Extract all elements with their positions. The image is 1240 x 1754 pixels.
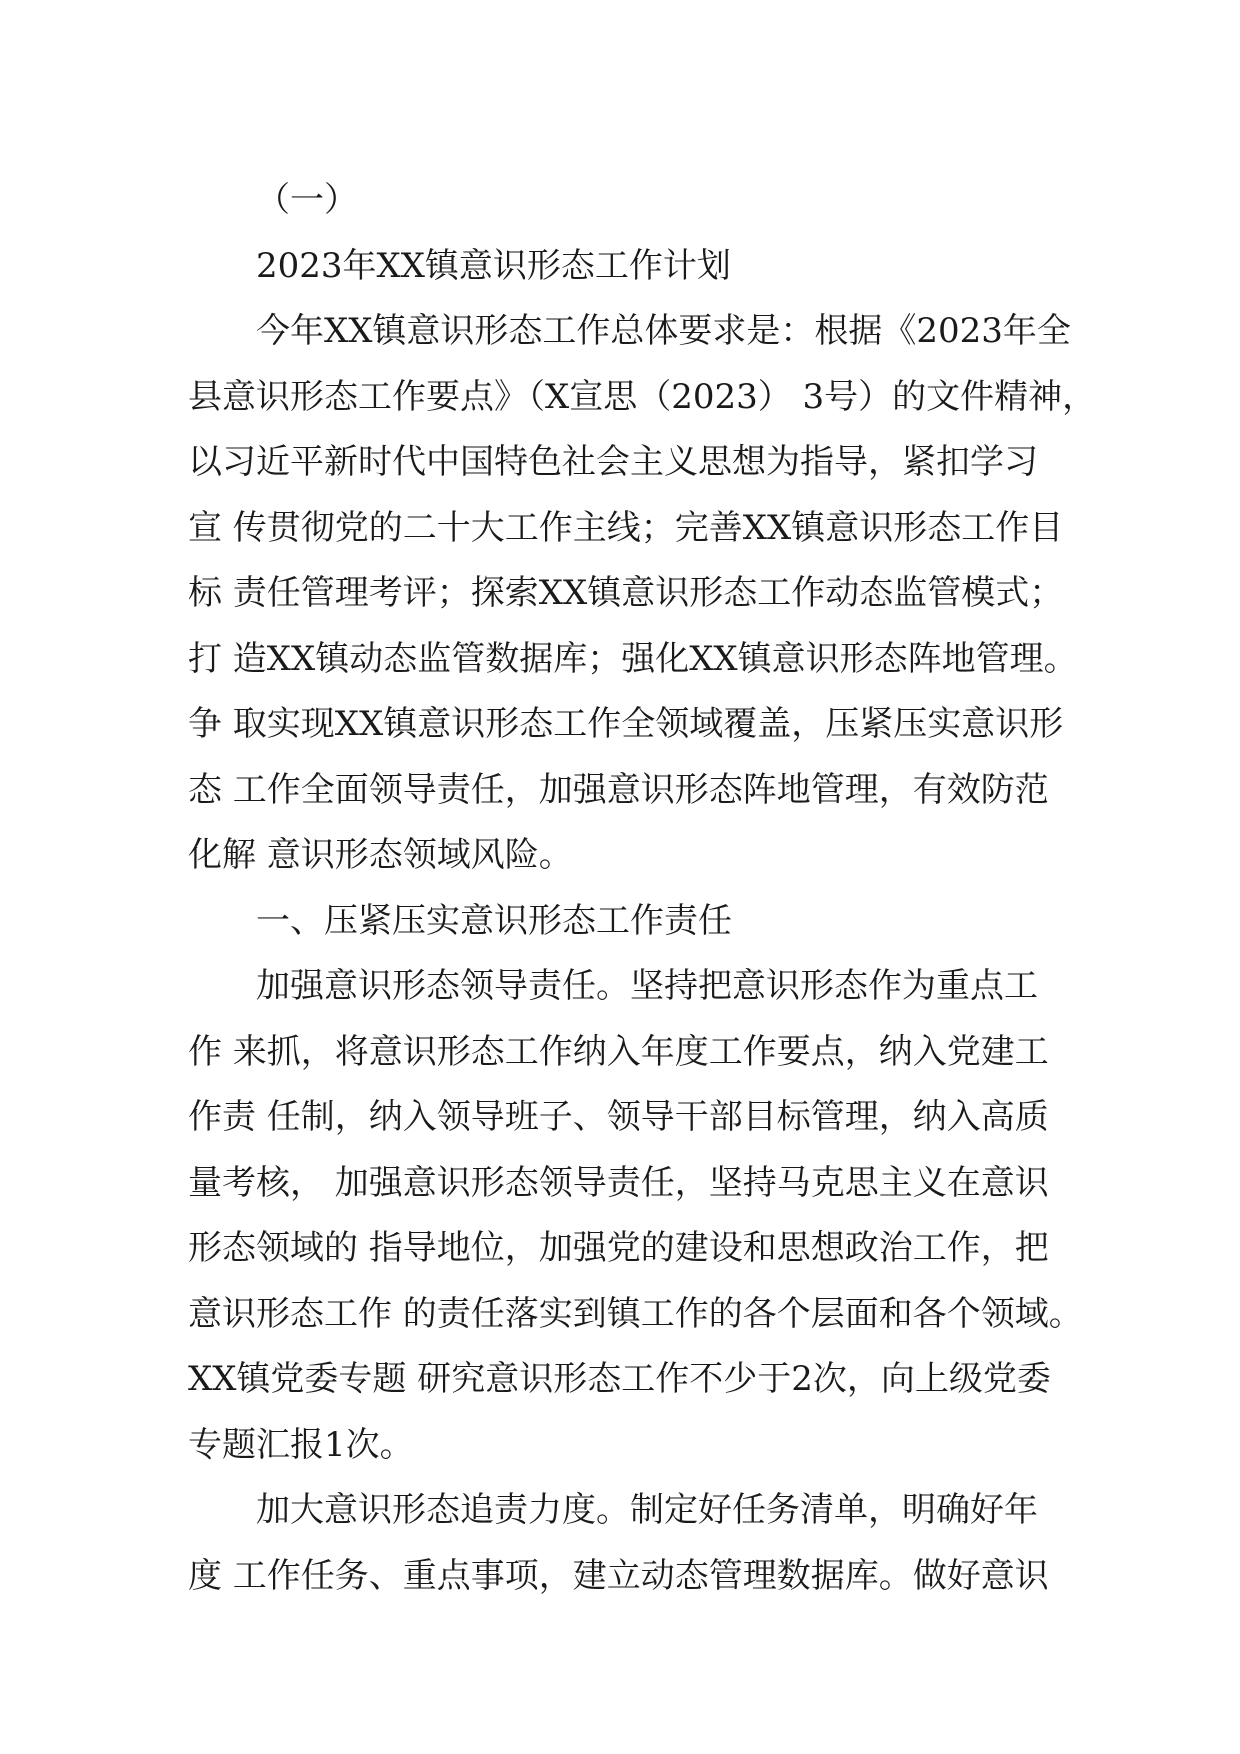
document-title: 2023年XX镇意识形态工作计划	[256, 245, 731, 286]
paragraph-line: 量考核， 加强意识形态领导责任，坚持马克思主义在意识	[188, 1162, 1049, 1203]
paragraph-line: 争 取实现XX镇意识形态工作全领域覆盖，压紧压实意识形	[188, 704, 1064, 744]
paragraph-line: 意识形态工作 的责任落实到镇工作的各个层面和各个领域。	[188, 1293, 1083, 1334]
paragraph-line: 以习近平新时代中国特色社会主义思想为指导，紧扣学习	[188, 442, 1038, 482]
paragraph-line: 化解 意识形态领域风险。	[188, 835, 573, 875]
document-body	[188, 168, 1097, 1609]
paragraph-intro	[188, 299, 1097, 889]
heading-line: 一、压紧压实意识形态工作责任	[256, 900, 732, 941]
paragraph-line: 加强意识形态领导责任。坚持把意识形态作为重点工	[256, 966, 1038, 1006]
paragraph-line: 标 责任管理考评；探索XX镇意识形态工作动态监管模式；	[188, 573, 1064, 613]
paragraph-line: 形态领域的 指导地位，加强党的建设和思想政治工作，把	[188, 1228, 1049, 1268]
paragraph-line: XX镇党委专题 研究意识形态工作不少于2次，向上级党委	[188, 1359, 1051, 1399]
paragraph-line: 今年XX镇意识形态工作总体要求是：根据《2023年全	[256, 311, 1071, 351]
paragraph-line: 作责 任制，纳入领导班子、领导干部目标管理，纳入高质	[188, 1097, 1049, 1137]
paragraph-line: 专题汇报1次。	[188, 1424, 414, 1465]
paragraph-accountability	[188, 1478, 1088, 1609]
paragraph-line: 打 造XX镇动态监管数据库；强化XX镇意识形态阵地管理。	[188, 638, 1078, 679]
paragraph-line: 度 工作任务、重点事项，建立动态管理数据库。做好意识	[188, 1555, 1049, 1596]
paragraph-line: 作 来抓，将意识形态工作纳入年度工作要点，纳入党建工	[188, 1031, 1049, 1072]
section-heading	[188, 889, 1088, 955]
paragraph-line: 加大意识形态追责力度。制定好任务清单，明确好年	[256, 1490, 1038, 1530]
paragraph-line: 态 工作全面领导责任，加强意识形态阵地管理，有效防范	[188, 769, 1049, 810]
paragraph-line: 宣 传贯彻党的二十大工作主线；完善XX镇意识形态工作目	[188, 507, 1064, 548]
section-marker: （一）	[256, 180, 358, 220]
paragraph-leadership	[188, 954, 1088, 1478]
paragraph-line: 县意识形态工作要点》（X宣思（2023） 3号）的文件精神，	[188, 376, 1097, 417]
